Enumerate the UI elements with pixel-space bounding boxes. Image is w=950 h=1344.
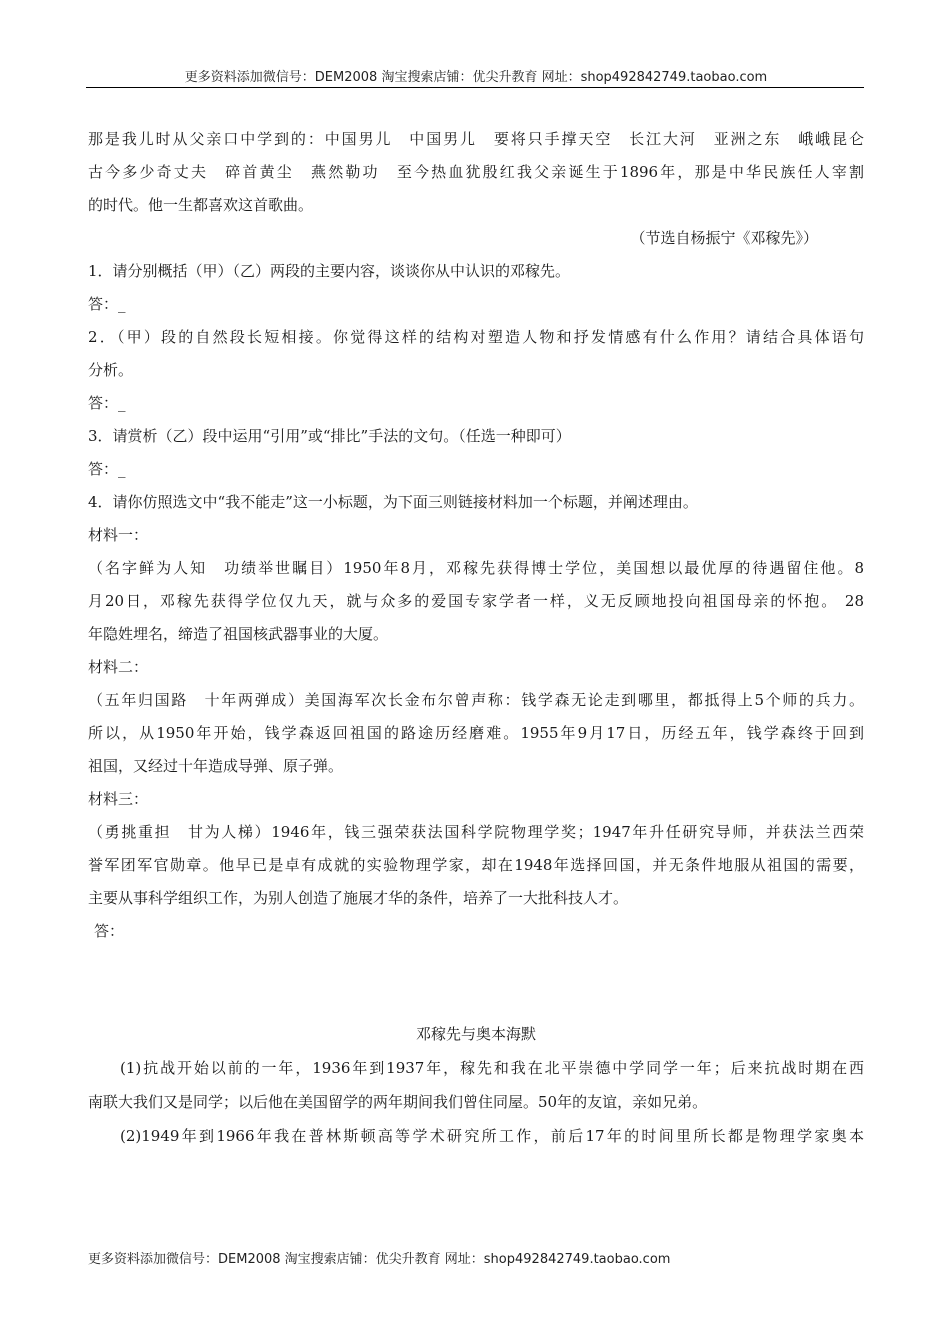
article-title: 邓稼先与奥本海默 xyxy=(415,1025,536,1043)
material-line: 月20日，邓稼先获得学位仅九天，就与众多的爱国专家学者一样，义无反顾地投向祖国母亲的怀抱。 28 xyxy=(88,592,864,610)
material-line: （名字鲜为人知 功绩举世瞩目）1950年8月，邓稼先获得博士学位，美国想以最优厚的待遇留住他。8 xyxy=(88,559,864,577)
material-line: 祖国，又经过十年造成导弹、原子弹。 xyxy=(88,757,344,775)
page-footer: 更多资料添加微信号：DEM2008 淘宝搜索店铺：优尖升教育 网址：shop492842749.taobao.com xyxy=(88,1252,671,1267)
question-2-cont: 分析。 xyxy=(88,361,134,379)
answer-blank-4: 答： xyxy=(94,922,125,940)
answer-blank-3: 答：_ xyxy=(88,460,126,478)
article-line: (2)1949年到1966年我在普林斯顿高等学术研究所工作，前后17年的时间里所长都是物理学家奥本 xyxy=(120,1127,864,1145)
material-line: 主要从事科学组织工作，为别人创造了施展才华的条件，培养了一大批科技人才。 xyxy=(88,889,629,907)
passage-source: （节选自杨振宁《邓稼先》） xyxy=(630,229,818,247)
header-divider xyxy=(86,87,864,88)
page-header: 更多资料添加微信号：DEM2008 淘宝搜索店铺：优尖升教育 网址：shop492842749.taobao.com xyxy=(184,70,768,85)
article-line: (1)抗战开始以前的一年，1936年到1937年，稼先和我在北平崇德中学同学一年；后来抗战时期在西 xyxy=(120,1059,864,1077)
answer-blank-1: 答：_ xyxy=(88,295,126,313)
question-3: 3．请赏析（乙）段中运用“引用”或“排比”手法的文句。（任选一种即可） xyxy=(88,427,571,445)
question-2: 2．（甲）段的自然段长短相接。你觉得这样的结构对塑造人物和抒发情感有什么作用？请结合具体语句 xyxy=(88,328,864,346)
document-body xyxy=(88,123,864,1153)
material-line: 誉军团军官勋章。他早已是卓有成就的实验物理学家，却在1948年选择回国，并无条件地服从祖国的需要， xyxy=(88,856,864,874)
material-line: （勇挑重担 甘为人梯）1946年，钱三强荣获法国科学院物理学奖；1947年升任研究导师，并获法兰西荣 xyxy=(88,823,864,841)
material-line: 所以，从1950年开始，钱学森返回祖国的路途历经磨难。1955年9月17日，历经五年，钱学森终于回到 xyxy=(88,724,864,742)
passage-line: 古今多少奇丈夫 碎首黄尘 燕然勒功 至今热血犹殷红我父亲诞生于1896年，那是中华民族任人宰割 xyxy=(88,163,864,181)
material-label: 材料三： xyxy=(88,790,149,808)
material-label: 材料二： xyxy=(88,658,149,676)
question-4: 4．请你仿照选文中“我不能走”这一小标题，为下面三则链接材料加一个标题，并阐述理由。 xyxy=(88,493,698,511)
article-line: 南联大我们又是同学；以后他在美国留学的两年期间我们曾住同屋。50年的友谊，亲如兄弟。 xyxy=(88,1093,708,1111)
material-line: 年隐姓埋名，缔造了祖国核武器事业的大厦。 xyxy=(88,625,389,643)
material-line: （五年归国路 十年两弹成）美国海军次长金布尔曾声称：钱学森无论走到哪里，都抵得上5个师的兵力。 xyxy=(88,691,864,709)
answer-blank-2: 答：_ xyxy=(88,394,126,412)
material-label: 材料一： xyxy=(88,526,149,544)
passage-line: 那是我儿时从父亲口中学到的：中国男儿 中国男儿 要将只手撑天空 长江大河 亚洲之东 峨峨昆仑 xyxy=(88,130,864,148)
question-1: 1．请分别概括（甲）（乙）两段的主要内容，谈谈你从中认识的邓稼先。 xyxy=(88,262,571,280)
passage-line: 的时代。他一生都喜欢这首歌曲。 xyxy=(88,196,314,214)
